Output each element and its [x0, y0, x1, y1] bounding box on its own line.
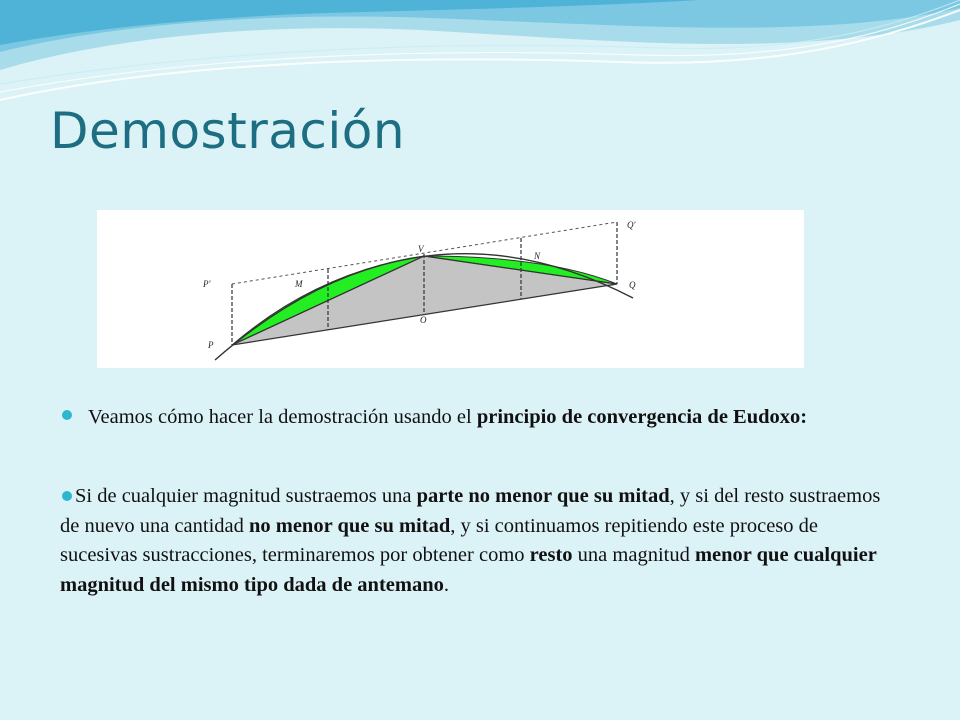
parabola-segment-figure	[97, 210, 804, 368]
bullet2-text-1: Si de cualquier magnitud sustraemos una	[75, 485, 417, 507]
bullet1-text: Veamos cómo hacer la demostración usando el	[88, 406, 477, 428]
label-m: M	[295, 279, 303, 289]
label-v: V	[418, 244, 424, 254]
bullet2-bold-2: no menor que su mitad	[248, 514, 451, 537]
bullet-text-eudoxus-intro	[88, 403, 868, 431]
bullet2-bold-3: resto	[529, 544, 573, 566]
bullet2-bold-1: parte no menor que su mitad	[416, 485, 670, 507]
label-p-prime: P'	[203, 279, 211, 289]
label-q: Q	[629, 280, 636, 290]
label-o: O	[420, 315, 427, 325]
bullet2-text-4: una magnitud	[572, 544, 695, 566]
header-wave-decoration	[0, 0, 960, 110]
label-n: N	[534, 251, 541, 261]
page-title: Demostración	[50, 102, 406, 160]
bullet2-bold-4: menor que cualquier magnitud del mismo tipo dada de antemano	[60, 544, 877, 596]
bullet2-text-2: , y si del resto sustraemos de nuevo una cantidad	[60, 485, 881, 537]
bullet1-bold: principio de convergencia de Eudoxo:	[476, 406, 808, 428]
label-q-prime: Q'	[627, 220, 636, 230]
bullet-text-principle	[60, 482, 900, 600]
label-p: P	[208, 340, 214, 350]
bullet2-text-5: .	[443, 573, 449, 596]
bullet2-text-3: , y si continuamos repitiendo este proceso de sucesivas sustracciones, terminaremos por obtener como	[60, 514, 819, 566]
bullet-icon	[62, 410, 72, 420]
